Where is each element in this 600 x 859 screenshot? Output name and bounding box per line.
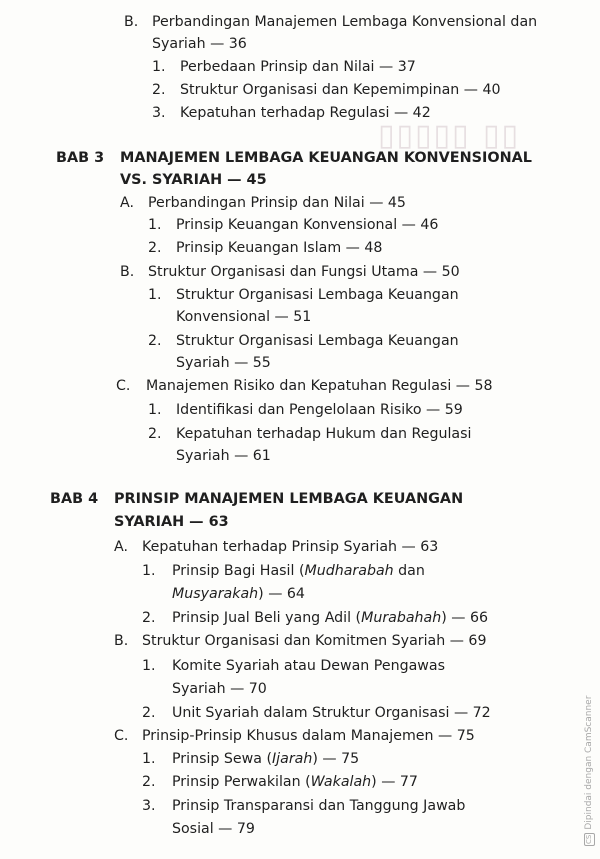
toc-entry-text: Prinsip-Prinsip Khusus dalam Manajemen — 75 <box>142 728 475 744</box>
toc-entry-label: 1. <box>148 287 162 303</box>
toc-entry-label: 2. <box>148 240 162 256</box>
toc-entry-text <box>172 561 425 581</box>
toc-entry-label: 2. <box>142 774 156 790</box>
toc-entry-text: Syariah — 55 <box>176 355 271 371</box>
toc-entry-text: Sosial — 79 <box>172 821 255 837</box>
toc-entry-text: Kepatuhan terhadap Regulasi — 42 <box>180 105 431 121</box>
toc-entry-label: 2. <box>148 333 162 349</box>
toc-entry-text: Struktur Organisasi dan Kepemimpinan — 40 <box>180 82 501 98</box>
toc-entry-label: C. <box>114 728 129 744</box>
toc-entry-text: Struktur Organisasi dan Komitmen Syariah — 69 <box>142 633 487 649</box>
toc-entry-label: 2. <box>148 426 162 442</box>
chapter-number: BAB 4 <box>50 491 99 507</box>
toc-text-part: Prinsip Jual Beli yang Adil ( <box>172 610 362 626</box>
toc-entry-label: 1. <box>148 217 162 233</box>
toc-text-part: Prinsip Bagi Hasil ( <box>172 563 305 579</box>
toc-text-italic: Mudharabah <box>304 563 394 579</box>
toc-entry-text: Syariah — 61 <box>176 448 271 464</box>
toc-entry-text: Struktur Organisasi Lembaga Keuangan <box>176 287 459 303</box>
toc-entry-text <box>172 584 305 604</box>
chapter-title: MANAJEMEN LEMBAGA KEUANGAN KONVENSIONAL <box>120 150 532 166</box>
bleed-through-decoration: ▯▯▯▯▯ ▯▯ <box>378 118 521 153</box>
toc-text-part: ) — 75 <box>312 751 360 767</box>
toc-text-italic: Murabahah <box>361 610 442 626</box>
toc-entry-label: C. <box>116 378 131 394</box>
chapter-title: VS. SYARIAH — 45 <box>120 172 267 188</box>
toc-entry-text: Identifikasi dan Pengelolaan Risiko — 59 <box>176 402 463 418</box>
toc-entry-label: 1. <box>142 563 156 579</box>
toc-text-part: ) — 66 <box>441 610 489 626</box>
toc-text-italic: Musyarakah <box>172 586 259 602</box>
toc-entry-text: Struktur Organisasi Lembaga Keuangan <box>176 333 459 349</box>
toc-entry-label: 1. <box>148 402 162 418</box>
toc-entry-text <box>172 772 418 792</box>
toc-entry-text: Struktur Organisasi dan Fungsi Utama — 50 <box>148 264 460 280</box>
toc-text-italic: Wakalah <box>310 774 372 790</box>
toc-entry-label: 2. <box>142 705 156 721</box>
toc-entry-text: Prinsip Keuangan Konvensional — 46 <box>176 217 439 233</box>
toc-entry-text <box>172 749 359 769</box>
scanner-watermark <box>584 696 595 846</box>
toc-entry-text: Kepatuhan terhadap Prinsip Syariah — 63 <box>142 539 439 555</box>
toc-entry-text: Komite Syariah atau Dewan Pengawas <box>172 658 445 674</box>
toc-entry-text <box>172 608 488 628</box>
toc-entry-text: Prinsip Transparansi dan Tanggung Jawab <box>172 798 466 814</box>
toc-text-part: ) — 77 <box>371 774 418 790</box>
toc-entry-text: Syariah — 36 <box>152 36 247 52</box>
toc-entry-text: Perbandingan Manajemen Lembaga Konvensional dan <box>152 14 538 30</box>
toc-entry-label: 1. <box>142 658 156 674</box>
toc-entry-label: 3. <box>142 798 156 814</box>
watermark-text: Dipindai dengan CamScanner <box>584 695 594 830</box>
toc-text-italic: Ijarah <box>272 751 313 767</box>
toc-text-part: dan <box>393 563 425 579</box>
toc-entry-label: B. <box>124 14 139 30</box>
toc-entry-text: Kepatuhan terhadap Hukum dan Regulasi <box>176 426 472 442</box>
toc-entry-label: A. <box>114 539 128 555</box>
toc-entry-text: Manajemen Risiko dan Kepatuhan Regulasi — 58 <box>146 378 493 394</box>
toc-entry-label: 2. <box>142 610 156 626</box>
camscanner-icon: CS <box>585 834 593 844</box>
toc-entry-text: Unit Syariah dalam Struktur Organisasi — 72 <box>172 705 491 721</box>
chapter-title: PRINSIP MANAJEMEN LEMBAGA KEUANGAN <box>114 491 464 507</box>
toc-entry-label: 1. <box>142 751 156 767</box>
toc-entry-text: Syariah — 70 <box>172 681 267 697</box>
chapter-title: SYARIAH — 63 <box>114 514 229 530</box>
toc-entry-label: B. <box>114 633 129 649</box>
toc-text-part: ) — 64 <box>258 586 305 602</box>
toc-entry-text: Konvensional — 51 <box>176 309 312 325</box>
toc-entry-label: B. <box>120 264 135 280</box>
chapter-number: BAB 3 <box>56 150 105 166</box>
toc-entry-label: 1. <box>152 59 166 75</box>
toc-entry-label: 2. <box>152 82 166 98</box>
toc-entry-label: A. <box>120 195 134 211</box>
toc-text-part: Prinsip Perwakilan ( <box>172 774 311 790</box>
toc-entry-text: Prinsip Keuangan Islam — 48 <box>176 240 383 256</box>
toc-entry-text: Perbedaan Prinsip dan Nilai — 37 <box>180 59 416 75</box>
toc-entry-text: Perbandingan Prinsip dan Nilai — 45 <box>148 195 406 211</box>
toc-entry-label: 3. <box>152 105 166 121</box>
toc-text-part: Prinsip Sewa ( <box>172 751 272 767</box>
